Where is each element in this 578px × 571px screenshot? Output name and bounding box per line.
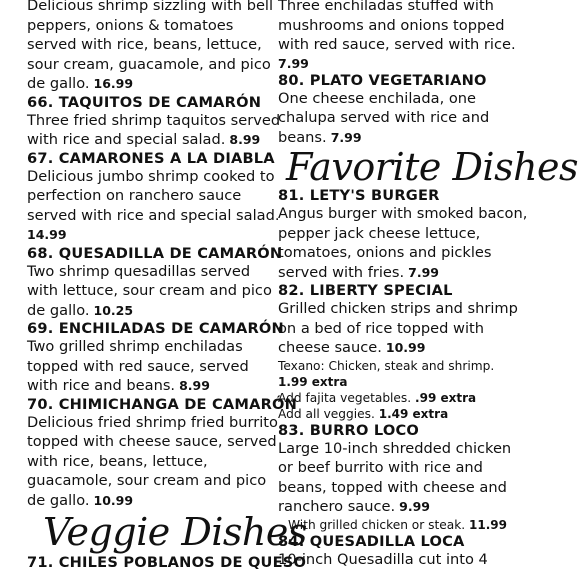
item-desc-line: Large 10-inch shredded chicken	[278, 439, 512, 457]
menu-item-69	[27, 320, 284, 396]
item-price: 10.25	[93, 302, 134, 318]
item-desc-line: topped with red sauce, served	[27, 357, 249, 375]
menu-item-84	[278, 533, 540, 570]
item-desc-line: mushrooms and onions topped	[278, 16, 505, 34]
item-desc-line: Two grilled shrimp enchiladas	[27, 338, 243, 355]
item-desc-line: with rice and beans.	[27, 377, 176, 394]
item-note-price: 11.99	[469, 517, 508, 532]
item-desc-line: Three fried shrimp taquitos served	[27, 111, 281, 129]
item-price: 7.99	[278, 55, 309, 71]
item-desc-line: Delicious jumbo shrimp cooked to	[27, 167, 275, 185]
item-title: 83. BURRO LOCO	[278, 421, 419, 439]
menu-item-82	[278, 282, 540, 422]
item-desc-line: ranchero sauce.	[278, 498, 396, 515]
menu-item-83	[278, 422, 540, 533]
item-desc-line: One cheese enchilada, one	[278, 89, 476, 107]
menu-item-68	[27, 244, 283, 321]
item-price: 8.99	[179, 378, 210, 393]
item-note-price: .99 extra	[415, 390, 477, 405]
section-heading-favorite: Favorite Dishes	[286, 145, 578, 189]
item-note-price: 1.49 extra	[378, 406, 449, 421]
menu-item-81	[278, 187, 540, 282]
item-desc-line: with rice, beans, lettuce,	[27, 452, 208, 470]
item-title: 68. QUESADILLA DE CAMARÓN	[27, 244, 283, 262]
item-price: 10.99	[385, 340, 426, 355]
item-price: 16.99	[93, 76, 134, 91]
item-desc-line: or beef burrito with rice and	[278, 459, 483, 476]
item-desc-line: Delicious fried shrimp fried burrito	[27, 413, 278, 431]
item-price: 8.99	[229, 132, 261, 147]
item-title: 69. ENCHILADAS DE CAMARÓN	[27, 320, 284, 337]
item-desc-line: cheese sauce.	[278, 339, 382, 356]
item-desc-line: served with fries.	[278, 263, 405, 281]
item-desc-line: sour cream, guacamole, and pico	[27, 55, 271, 73]
menu-column-right	[278, 0, 578, 569]
item-note-price: 1.99 extra	[278, 374, 348, 389]
section-heading-veggie: Veggie Dishes	[43, 510, 307, 554]
item-desc-line: Angus burger with smoked bacon,	[278, 205, 528, 222]
item-desc-line: de gallo.	[27, 491, 90, 509]
menu-item-80	[278, 72, 540, 148]
item-desc-line: served with rice, beans, lettuce,	[27, 36, 262, 53]
item-note: Add fajita vegetables.	[278, 390, 412, 405]
item-title: 70. CHIMICHANGA DE CAMARÓN	[27, 395, 298, 413]
item-title: 81. LETY'S BURGER	[278, 187, 440, 204]
item-desc-line: with red sauce, served with rice.	[278, 36, 516, 53]
item-note: Texano: Chicken, steak and shrimp.	[278, 358, 495, 373]
menu-item-67	[27, 149, 280, 245]
item-desc-line: beans.	[278, 128, 327, 146]
menu-item-79	[278, 0, 540, 72]
menu-item-66	[27, 93, 281, 150]
item-desc-line: with rice and special salad.	[27, 131, 226, 148]
item-desc-line: Grilled chicken strips and shrimp	[278, 300, 518, 317]
item-title: 66. TAQUITOS DE CAMARÓN	[27, 93, 262, 111]
item-note: Add all veggies.	[278, 406, 375, 421]
item-desc-line: de gallo.	[27, 75, 90, 92]
item-desc-line: tomatoes, onions and pickles	[278, 244, 492, 261]
item-title: 80. PLATO VEGETARIANO	[278, 71, 487, 89]
item-desc-line: de gallo.	[27, 301, 90, 319]
item-desc-line: pepper jack cheese lettuce,	[278, 224, 481, 242]
item-desc-line: on a bed of rice topped with	[278, 319, 484, 337]
item-desc-line: perfection on ranchero sauce	[27, 187, 242, 204]
item-desc-line: Two shrimp quesadillas served	[27, 262, 251, 280]
menu-item-65	[27, 0, 277, 94]
menu-item-71	[27, 554, 307, 571]
item-desc-line: peppers, onions & tomatoes	[27, 16, 234, 34]
item-desc-line: chalupa served with rice and	[278, 109, 490, 126]
item-price: 10.99	[93, 492, 134, 508]
item-price: 14.99	[27, 227, 67, 242]
item-title: 71. CHILES POBLANOS DE QUESO	[27, 554, 307, 571]
item-price: 9.99	[399, 499, 430, 514]
item-desc-line: guacamole, sour cream and pico	[27, 472, 267, 489]
item-price: 7.99	[408, 264, 439, 280]
item-desc-line: with lettuce, sour cream and pico	[27, 282, 272, 299]
item-price: 7.99	[330, 129, 362, 145]
item-title: 82. LIBERTY SPECIAL	[278, 282, 453, 299]
item-desc-line: Delicious shrimp sizzling with bell	[27, 0, 274, 14]
item-desc-line: served with rice and special salad.	[27, 206, 280, 224]
item-desc-line: beans, topped with cheese and	[278, 478, 507, 496]
item-desc-line: topped with cheese sauce, served	[27, 433, 277, 450]
item-desc-line: 10-inch Quesadilla cut into 4	[278, 550, 488, 568]
item-note: With grilled chicken or steak.	[288, 517, 466, 532]
item-title: 67. CAMARONES A LA DIABLA	[27, 149, 275, 167]
menu-item-70	[27, 395, 298, 511]
item-title: 84. QUESADILLA LOCA	[278, 532, 465, 550]
item-desc-line: Three enchiladas stuffed with	[278, 0, 494, 14]
